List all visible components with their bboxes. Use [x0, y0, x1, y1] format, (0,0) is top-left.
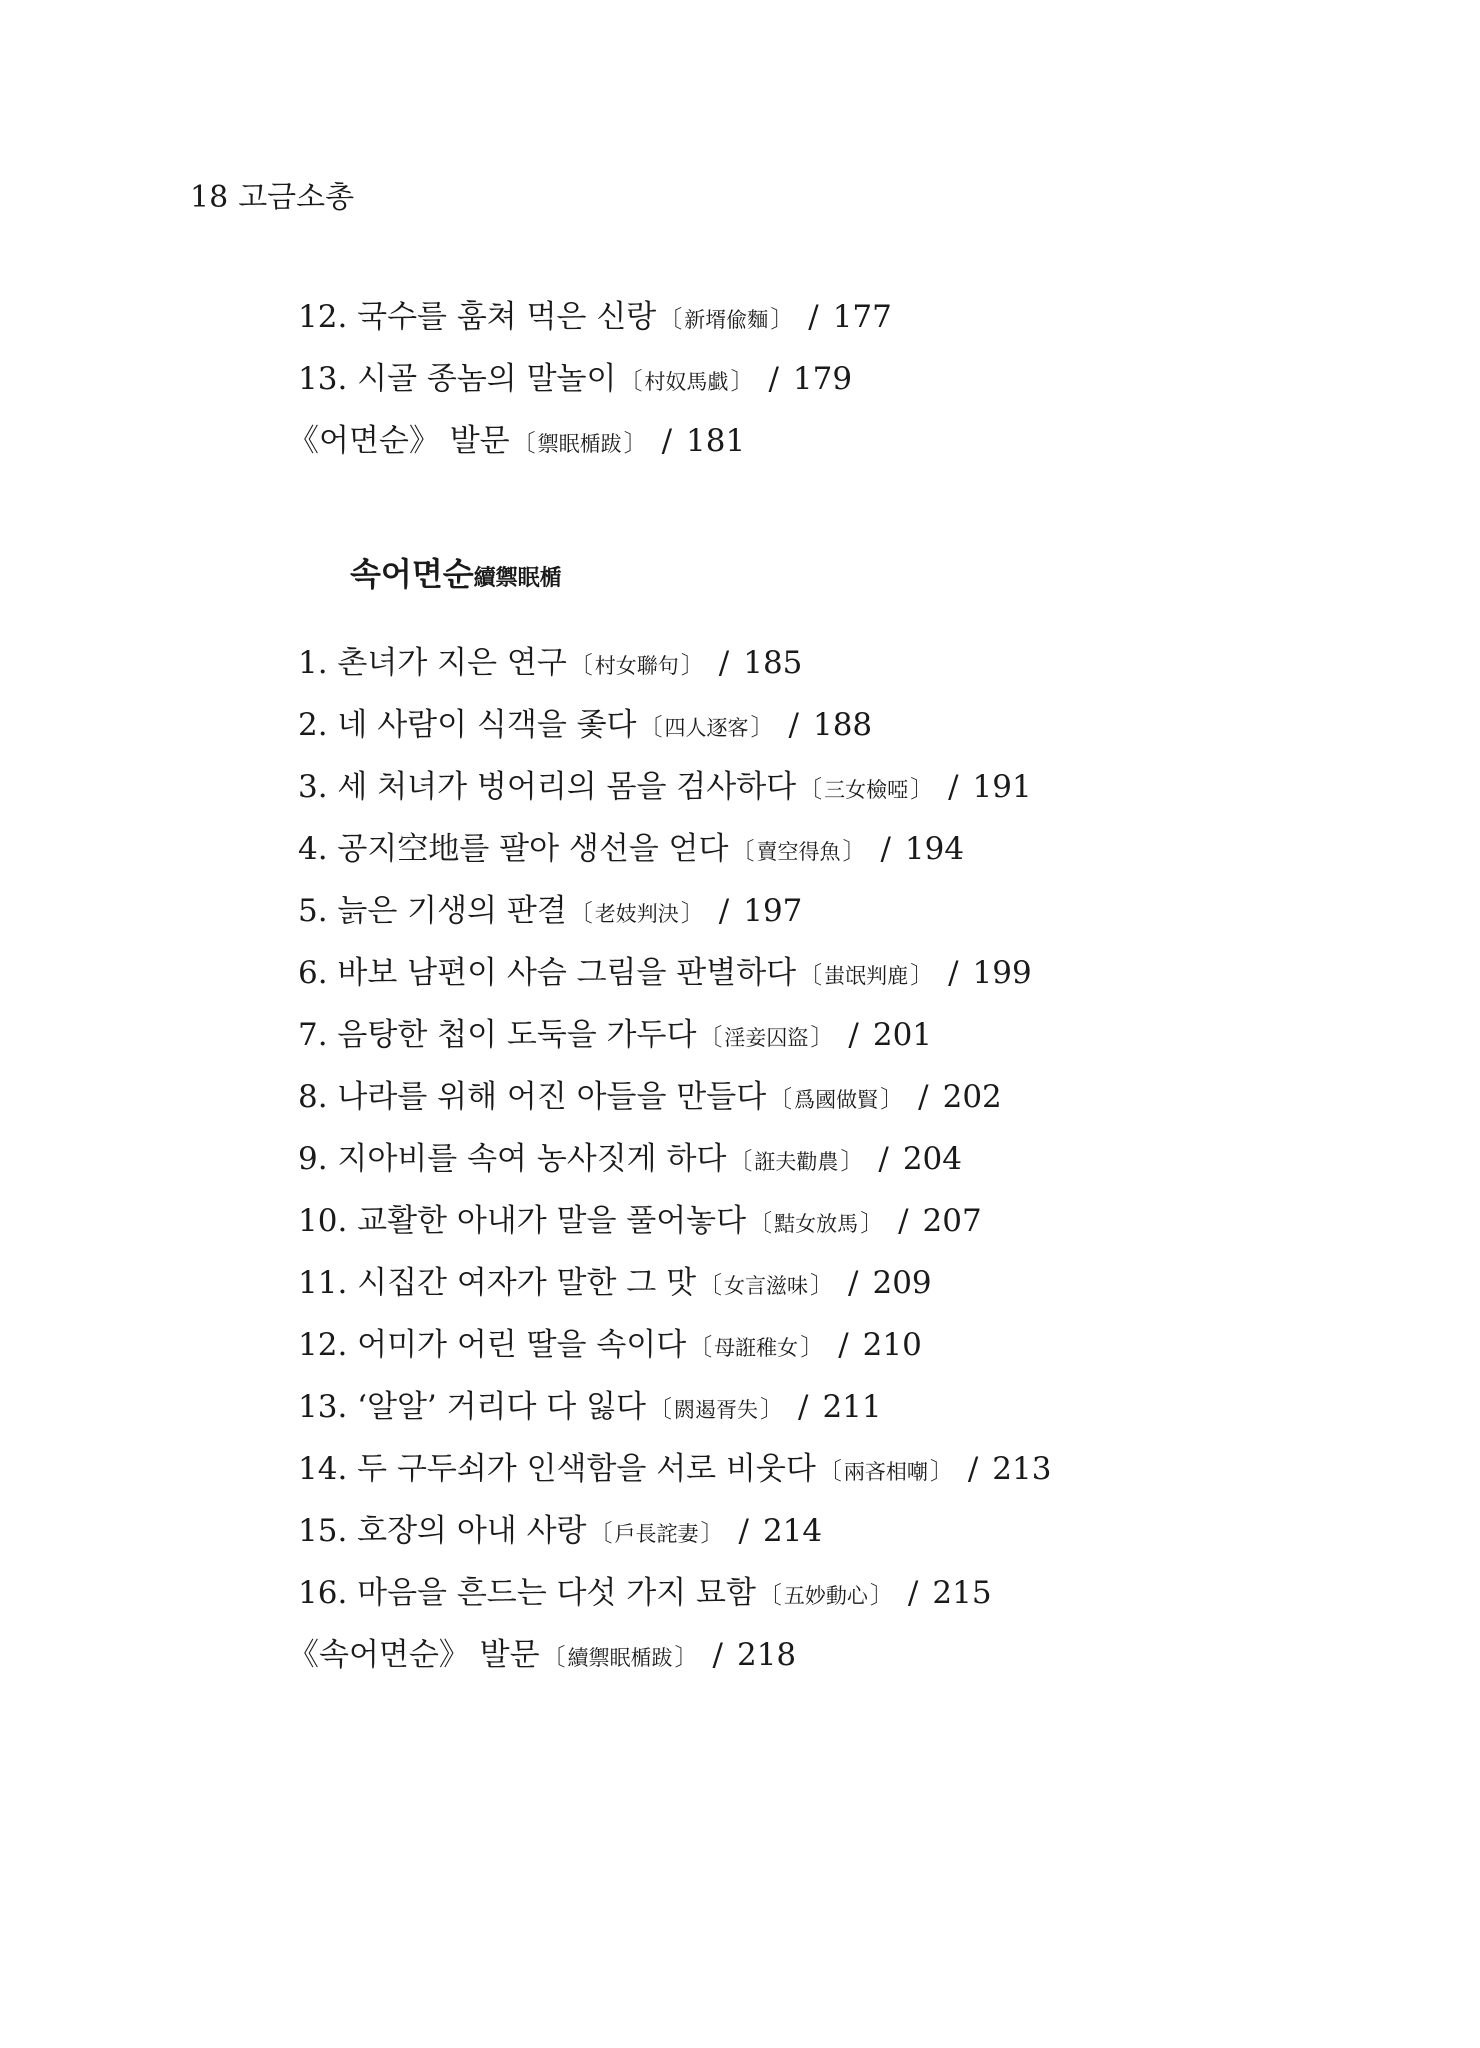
entry-page-number: 194 [904, 831, 965, 867]
running-head [190, 178, 354, 218]
toc-entry [298, 632, 1358, 694]
entry-hanja: 黠女放馬 [774, 1212, 859, 1236]
right-bracket: 〕 [840, 1147, 865, 1175]
right-bracket: 〕 [880, 1085, 905, 1113]
toc-entry [298, 348, 1358, 410]
toc-entry [298, 1252, 1358, 1314]
entry-page-number: 188 [812, 707, 873, 743]
entry-title: 9. 지아비를 속여 농사짓게 하다 [298, 1141, 727, 1177]
entry-hanja: 閼遏胥失 [674, 1398, 758, 1422]
entry-title: 11. 시집간 여자가 말한 그 맛 [298, 1265, 697, 1301]
entry-title: 5. 늙은 기생의 판결 [298, 893, 567, 929]
left-bracket: 〔 [688, 1333, 713, 1361]
entry-hanja: 新壻偸麵 [684, 308, 769, 332]
section-title: 속어면순 [350, 555, 474, 593]
entry-hanja: 村女聯句 [594, 654, 679, 678]
right-bracket: 〕 [869, 1581, 894, 1609]
entry-title: 2. 네 사람이 식객을 좇다 [298, 707, 637, 743]
left-bracket: 〔 [568, 651, 593, 679]
right-bracket: 〕 [680, 651, 705, 679]
right-bracket: 〕 [674, 1643, 699, 1671]
entry-page-number: 202 [942, 1079, 1002, 1115]
entry-hanja: 淫妾囚盜 [724, 1026, 809, 1050]
entry-page-number: 181 [686, 423, 746, 459]
entry-page-number: 185 [743, 645, 803, 681]
entry-hanja: 誑夫勸農 [754, 1150, 839, 1174]
right-bracket: 〕 [842, 837, 867, 865]
toc-entry [298, 818, 1358, 880]
toc-list-first [288, 286, 1358, 472]
right-bracket: 〕 [810, 1271, 835, 1299]
right-bracket: 〕 [623, 429, 648, 457]
left-bracket: 〔 [730, 837, 755, 865]
entry-hanja: 女言滋味 [724, 1274, 809, 1298]
left-bracket: 〔 [618, 367, 643, 395]
entry-page-number: 197 [743, 893, 803, 929]
entry-hanja: 三女檢啞 [824, 778, 909, 802]
entry-title: 12. 국수를 훔쳐 먹은 신랑 [298, 299, 657, 335]
separator-slash: / [712, 1637, 723, 1673]
left-bracket: 〔 [748, 1209, 773, 1237]
toc-entry [298, 694, 1358, 756]
toc-entry [298, 1004, 1358, 1066]
entry-page-number: 213 [992, 1451, 1052, 1487]
separator-slash: / [948, 769, 959, 805]
left-bracket: 〔 [728, 1147, 753, 1175]
book-title: 고금소총 [238, 180, 355, 215]
entry-title: 《어면순》 발문 [288, 423, 510, 459]
entry-hanja: 五妙動心 [783, 1584, 868, 1608]
entry-page-number: 211 [822, 1389, 882, 1425]
separator-slash: / [788, 707, 799, 743]
toc-entry [298, 1376, 1358, 1438]
entry-page-number: 207 [922, 1203, 982, 1239]
toc-entry [298, 1128, 1358, 1190]
entry-page-number: 209 [872, 1265, 932, 1301]
entry-hanja: 四人逐客 [664, 716, 749, 740]
toc-entry-afterword [288, 1624, 1358, 1686]
entry-title: 13. 시골 종놈의 말놀이 [298, 361, 617, 397]
separator-slash: / [848, 1017, 859, 1053]
entry-page-number: 201 [872, 1017, 933, 1053]
toc-entry [298, 756, 1358, 818]
entry-title: 13. ‘알알’ 거리다 다 잃다 [298, 1389, 646, 1425]
separator-slash: / [718, 893, 730, 929]
section-title-hanja: 續禦眠楯 [473, 566, 562, 591]
right-bracket: 〕 [760, 1395, 784, 1423]
left-bracket: 〔 [648, 1395, 672, 1423]
entry-hanja: 賣空得魚 [756, 840, 841, 864]
left-bracket: 〔 [568, 899, 593, 927]
entry-title: 1. 촌녀가 지은 연구 [298, 645, 567, 681]
right-bracket: 〕 [700, 1519, 725, 1547]
entry-title: 16. 마음을 흔드는 다섯 가지 묘함 [298, 1575, 756, 1611]
separator-slash: / [768, 361, 779, 397]
entry-hanja: 續禦眠楯跋 [567, 1646, 673, 1670]
toc-entry [298, 1438, 1358, 1500]
entry-title: 10. 교활한 아내가 말을 풀어놓다 [298, 1203, 747, 1239]
right-bracket: 〕 [860, 1209, 885, 1237]
entry-hanja: 爲國做賢 [794, 1088, 879, 1112]
right-bracket: 〕 [770, 305, 795, 333]
entry-title: 《속어면순》 발문 [288, 1637, 540, 1673]
entry-page-number: 204 [902, 1141, 962, 1177]
left-bracket: 〔 [817, 1457, 842, 1485]
right-bracket: 〕 [910, 961, 935, 989]
section-heading [350, 552, 562, 601]
left-bracket: 〔 [768, 1085, 793, 1113]
entry-page-number: 214 [762, 1513, 823, 1549]
entry-hanja: 老妓判決 [594, 902, 679, 926]
entry-title: 14. 두 구두쇠가 인색함을 서로 비웃다 [298, 1451, 816, 1487]
entry-title: 15. 호장의 아내 사랑 [298, 1513, 587, 1549]
separator-slash: / [878, 1141, 889, 1177]
separator-slash: / [948, 955, 959, 991]
entry-title: 4. 공지空地를 팔아 생선을 얻다 [298, 831, 729, 867]
separator-slash: / [718, 645, 730, 681]
entry-hanja: 禦眠楯跋 [537, 432, 622, 456]
toc-entry [298, 1562, 1358, 1624]
entry-page-number: 210 [862, 1327, 922, 1363]
page-number: 18 [190, 180, 229, 215]
separator-slash: / [738, 1513, 749, 1549]
toc-entry [298, 286, 1358, 348]
separator-slash: / [907, 1575, 919, 1611]
entry-hanja: 母誑稚女 [714, 1336, 799, 1360]
entry-page-number: 177 [832, 299, 892, 335]
left-bracket: 〔 [798, 961, 823, 989]
entry-title: 12. 어미가 어린 딸을 속이다 [298, 1327, 687, 1363]
toc-entry [298, 1190, 1358, 1252]
entry-page-number: 191 [972, 769, 1032, 805]
left-bracket: 〔 [511, 429, 536, 457]
right-bracket: 〕 [680, 899, 705, 927]
entry-hanja: 蚩氓判鹿 [824, 964, 909, 988]
left-bracket: 〔 [638, 713, 663, 741]
right-bracket: 〕 [910, 775, 935, 803]
right-bracket: 〕 [750, 713, 775, 741]
entry-title: 8. 나라를 위해 어진 아들을 만들다 [298, 1079, 767, 1115]
separator-slash: / [967, 1451, 979, 1487]
separator-slash: / [838, 1327, 849, 1363]
toc-entry [298, 1314, 1358, 1376]
left-bracket: 〔 [798, 775, 823, 803]
separator-slash: / [798, 1389, 809, 1425]
right-bracket: 〕 [730, 367, 755, 395]
separator-slash: / [661, 423, 673, 459]
left-bracket: 〔 [757, 1581, 782, 1609]
entry-page-number: 218 [736, 1637, 797, 1673]
toc-entry [298, 942, 1358, 1004]
left-bracket: 〔 [698, 1271, 723, 1299]
right-bracket: 〕 [810, 1023, 835, 1051]
separator-slash: / [880, 831, 891, 867]
toc-list-second [288, 632, 1358, 1686]
toc-entry [298, 1500, 1358, 1562]
entry-title: 6. 바보 남편이 사슴 그림을 판별하다 [298, 955, 797, 991]
separator-slash: / [898, 1203, 909, 1239]
left-bracket: 〔 [541, 1643, 566, 1671]
toc-entry-afterword [288, 410, 1358, 472]
right-bracket: 〕 [929, 1457, 954, 1485]
left-bracket: 〔 [698, 1023, 723, 1051]
entry-title: 3. 세 처녀가 벙어리의 몸을 검사하다 [298, 769, 797, 805]
entry-page-number: 179 [792, 361, 853, 397]
separator-slash: / [918, 1079, 929, 1115]
entry-page-number: 199 [972, 955, 1032, 991]
toc-entry [298, 1066, 1358, 1128]
entry-hanja: 村奴馬戱 [644, 370, 729, 394]
entry-page-number: 215 [932, 1575, 992, 1611]
toc-entry [298, 880, 1358, 942]
separator-slash: / [808, 299, 819, 335]
entry-title: 7. 음탕한 첩이 도둑을 가두다 [298, 1017, 697, 1053]
entry-hanja: 兩吝相嘲 [843, 1460, 928, 1484]
right-bracket: 〕 [800, 1333, 825, 1361]
left-bracket: 〔 [588, 1519, 613, 1547]
separator-slash: / [848, 1265, 859, 1301]
entry-hanja: 戶長詫妻 [614, 1522, 699, 1546]
left-bracket: 〔 [658, 305, 683, 333]
